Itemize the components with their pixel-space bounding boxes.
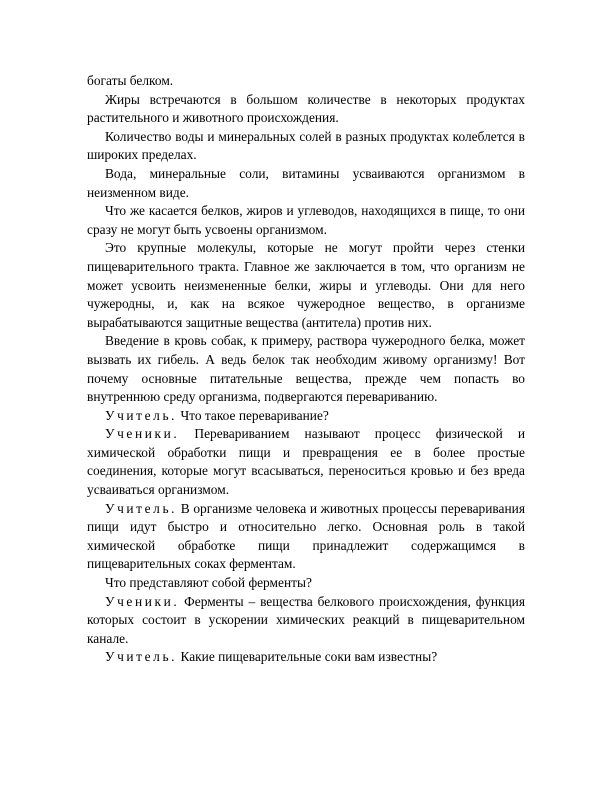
paragraph-text: Что такое переваривание? xyxy=(177,407,329,423)
paragraph xyxy=(87,165,525,202)
paragraph xyxy=(87,128,525,165)
paragraph-text: В организме человека и животных процессы переваривания пищи идут быстро и относительно легко. Основная роль в такой химической обработке пищи принадлежит содержащимся в пищеварительных соках ферментам. xyxy=(87,500,525,572)
paragraph xyxy=(87,239,525,332)
dialogue-line xyxy=(87,407,525,426)
paragraph-text: Вода, минеральные соли, витамины усваиваются организмом в неизменном виде. xyxy=(87,165,525,200)
speaker-label: Ученики. xyxy=(105,593,180,609)
speaker-label: Учитель. xyxy=(105,407,178,423)
document-page xyxy=(87,72,525,667)
paragraph-continuation xyxy=(87,72,525,91)
paragraph xyxy=(87,332,525,406)
paragraph-text: Жиры встречаются в большом количестве в некоторых продуктах растительного и животного происхождения. xyxy=(87,91,525,126)
paragraph xyxy=(87,91,525,128)
paragraph-text: Что представляют собой ферменты? xyxy=(105,575,312,591)
paragraph xyxy=(87,202,525,239)
paragraph-text: Перевариванием называют процесс физической и химической обработки пищи и превращения ее в более простые соединения, которые могут всасываться, переноситься кровью и без вреда усваиваться организмом. xyxy=(87,426,525,498)
dialogue-line xyxy=(87,648,525,667)
paragraph-text: Количество воды и минеральных солей в разных продуктах колеблется в широких пределах. xyxy=(87,128,525,163)
speaker-label: Учитель. xyxy=(105,500,178,516)
dialogue-line xyxy=(87,593,525,649)
paragraph xyxy=(87,574,525,593)
paragraph-text: богаты белком. xyxy=(87,73,174,88)
dialogue-line xyxy=(87,425,525,499)
paragraph-text: Что же касается белков, жиров и углеводов, находящихся в пище, то они сразу не могут быть усвоены организмом. xyxy=(87,203,525,237)
dialogue-line xyxy=(87,500,525,574)
paragraph-text: Введение в кровь собак, к примеру, раствора чужеродного белка, может вызвать их гибель. А ведь белок так необходим живому организму! Вот почему основные питательные вещества, прежде чем попасть во внутреннюю среду организма, подвергаются перевариванию. xyxy=(87,333,525,405)
paragraph-text: Это крупные молекулы, которые не могут пройти через стенки пищеварительного тракта. Главное же заключается в том, что организм не может усвоить неизмененные белки, жиры и углеводы. Они для него чужеродны, и, как на всякое чужеродное вещество, в организме вырабатываются защитные вещества (антитела) против них. xyxy=(87,240,525,330)
paragraph-text: Какие пищеварительные соки вам известны? xyxy=(177,649,438,665)
paragraph-text: Ферменты – вещества белкового происхождения, функция которых состоит в ускорении химических реакций в пищеварительном канале. xyxy=(87,593,525,646)
speaker-label: Ученики. xyxy=(105,426,180,442)
speaker-label: Учитель. xyxy=(105,649,178,665)
